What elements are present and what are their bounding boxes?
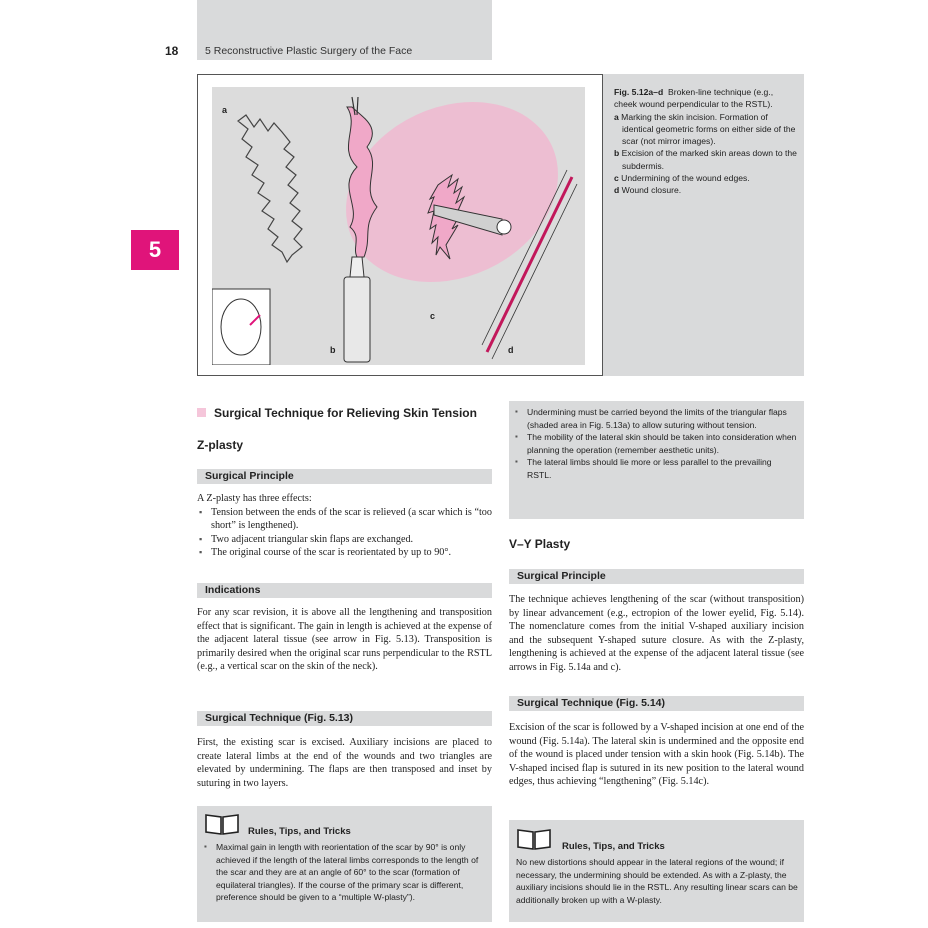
figure-label-d: d xyxy=(508,345,514,355)
page-number: 18 xyxy=(165,44,179,58)
section-title-text: Surgical Technique for Relieving Skin Tension xyxy=(214,406,477,420)
caption-item-d: Wound closure. xyxy=(621,185,682,196)
list-item: ▪ Tension between the ends of the scar is relieved (a scar which is “too short” is lengthened). xyxy=(197,506,492,533)
caption-key-c: c xyxy=(614,173,619,184)
figure-caption xyxy=(614,86,798,197)
zplasty-technique-bar: Surgical Technique (Fig. 5.13) xyxy=(197,711,492,726)
vy-heading: V–Y Plasty xyxy=(509,537,571,551)
caption-title-rest: Broken-line technique (e.g., cheek wound perpendicular to the RSTL). xyxy=(614,87,774,110)
surgery-illustration xyxy=(212,87,585,365)
zplasty-principle xyxy=(197,492,492,560)
open-book-icon xyxy=(204,812,240,836)
caption-key-a: a xyxy=(614,111,619,122)
rules-title-right: Rules, Tips, and Tricks xyxy=(562,841,665,852)
caption-key-d: d xyxy=(614,185,620,196)
section-title xyxy=(197,406,477,420)
list-item: ▪ The mobility of the lateral skin should be taken into consideration when planning the operation (remember aesthetic units). xyxy=(513,431,797,456)
rules-title-left: Rules, Tips, and Tricks xyxy=(248,826,351,837)
figure-label-b: b xyxy=(330,345,336,355)
section-marker xyxy=(197,408,206,417)
rules-bullets-left xyxy=(202,841,486,904)
rules-text-left xyxy=(202,841,486,904)
vy-principle-text: The technique achieves lengthening of the scar (without transposition) by linear advancement (e.g., ectropion of the lower eyelid, Fig. 5.14). The nomenclature comes from the initial V-shaped auxiliary incision and the subsequent Y-shaped suture closure. As with the Z-plasty, lengthening is achieved at the expense of the adjacent lateral tissue (see arrows in Fig. 5.14a and c). xyxy=(509,594,804,673)
open-book-icon xyxy=(516,827,552,851)
vy-principle-bar: Surgical Principle xyxy=(509,569,804,584)
caption-title: Fig. 5.12a–d xyxy=(614,87,664,97)
caption-item-c: Undermining of the wound edges. xyxy=(621,173,750,184)
list-item: ▪ Maximal gain in length with reorientation of the scar by 90° is only achieved if the length of the lateral limbs corresponds to the length of the scar and they are at an angle of 60° to the scar (formation of equilateral triangles). If the course of the primary scar is different, preference should be given to a “multiple W-plasty”). xyxy=(202,841,486,904)
figure-panel xyxy=(212,87,585,365)
figure-5-12 xyxy=(197,74,603,376)
right-bullets xyxy=(513,406,797,481)
caption-item-b: Excision of the marked skin areas down to the subdermis. xyxy=(621,148,797,171)
list-item: ▪ The original course of the scar is reorientated by up to 90°. xyxy=(197,546,492,560)
rules-text-right: No new distortions should appear in the lateral regions of the wound; if necessary, the undermining should be extended. As with a Z-plasty, the auxiliary incisions should lie in the RSTL. Any resulting linear scars can be additionally broken up with a W-plasty. xyxy=(516,857,798,905)
caption-item-a: Marking the skin incision. Formation of identical geometric forms on either side of the scar (not mirror images). xyxy=(621,111,796,147)
chapter-tab: 5 xyxy=(131,230,179,270)
zplasty-principle-bar: Surgical Principle xyxy=(197,469,492,484)
list-item: ▪ The lateral limbs should lie more or less parallel to the prevailing RSTL. xyxy=(513,456,797,481)
figure-label-a: a xyxy=(222,105,228,115)
running-head: 5 Reconstructive Plastic Surgery of the Face xyxy=(205,45,413,57)
zplasty-heading: Z-plasty xyxy=(197,438,244,452)
list-item: ▪ Two adjacent triangular skin flaps are exchanged. xyxy=(197,533,492,547)
indications-bar: Indications xyxy=(197,583,492,598)
indications-text: For any scar revision, it is above all the lengthening and transposition effect that is significant. The gain in length is achieved at the expense of the adjacent lateral tissue (see arrow in Fig. 5.13). Transposition is primarily desired when the original scar runs perpendicular to the RSTL (e.g., a vertical scar on the skin of the neck). xyxy=(197,607,492,673)
vy-technique-text: Excision of the scar is followed by a V-shaped incision at one end of the wound (Fig. 5.14a). The lateral skin is undermined and the opposite end of the wound is placed under tension with a skin hook (Fig. 5.14b). The V-shaped incised flap is sutured in its new position to the lateral wound edges, thus achieving “lengthening” (Fig. 5.14c). xyxy=(509,722,804,788)
zplasty-technique-text: First, the existing scar is excised. Auxiliary incisions are placed to create lateral limbs at the end of the wounds and two triangles are elevated by undermining. The flaps are then transposed and inset by suturing in two layers. xyxy=(197,737,492,789)
caption-key-b: b xyxy=(614,148,620,159)
vy-technique-bar: Surgical Technique (Fig. 5.14) xyxy=(509,696,804,711)
right-bullet-list xyxy=(513,406,797,481)
principle-bullets xyxy=(197,506,492,560)
figure-label-c: c xyxy=(430,311,436,321)
list-item: ▪ Undermining must be carried beyond the limits of the triangular flaps (shaded area in Fig. 5.13a) to allow suturing without tension. xyxy=(513,406,797,431)
principle-intro: A Z-plasty has three effects: xyxy=(197,493,312,504)
